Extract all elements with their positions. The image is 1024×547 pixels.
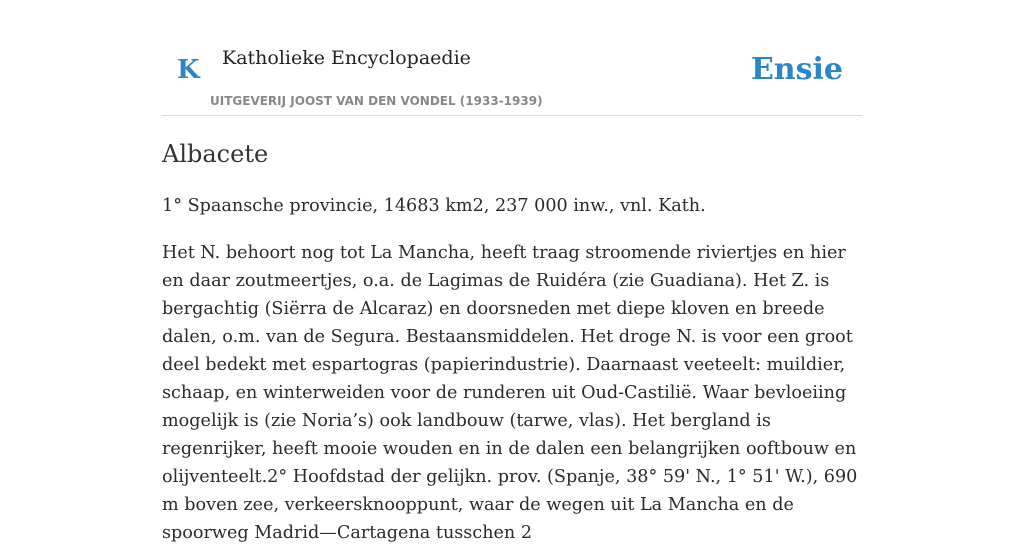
article-paragraph-1: 1° Spaansche provincie, 14683 km2, 237 000 inw., vnl. Kath. xyxy=(162,196,706,216)
logo-k-icon[interactable]: K xyxy=(177,55,200,85)
article-title: Albacete xyxy=(162,140,269,168)
site-header xyxy=(162,0,862,116)
article xyxy=(162,136,862,547)
publisher-subtitle: UITGEVERIJ JOOST VAN DEN VONDEL (1933-1939) xyxy=(210,94,543,108)
article-paragraph-2: Het N. behoort nog tot La Mancha, heeft traag stroomende riviertjes en hier en daar zoutmeertjes, o.a. de Lagimas de Ruidéra (zie Guadiana). Het Z. is bergachtig (Siërra de Alcaraz) en doorsneden met diepe kloven en breede dalen, o.m. van de Segura. Bestaansmiddelen. Het droge N. is voor een groot deel bedekt met espartogras (papierindustrie). Daarnaast veeteelt: muildier, schaap, en winterweiden voor de runderen uit Oud-Castilië. Waar bevloeiing mogelijk is (zie Noria’s) ook landbouw (tarwe, vlas). Het bergland is regenrijker, heeft mooie wouden en in de dalen een belangrijken ooftbouw en olijventeelt.2° Hoofdstad der gelijkn. prov. (Spanje, 38° 59' N., 1° 51' W.), 690 m boven zee, verkeersknooppunt, waar de wegen uit La Mancha en de spoorweg Madrid—Cartagena tusschen 2 xyxy=(162,243,858,543)
site-title[interactable]: Katholieke Encyclopaedie xyxy=(222,47,471,69)
ensie-logo[interactable]: Ensie xyxy=(750,52,843,87)
